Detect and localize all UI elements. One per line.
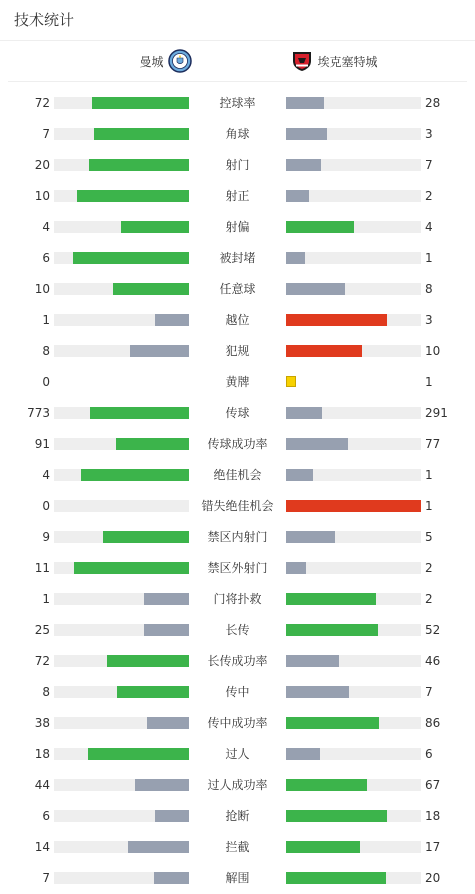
home-bar-track [54, 314, 189, 326]
home-bar-fill [135, 779, 189, 791]
home-bar-fill [117, 686, 189, 698]
stat-label: 传球 [225, 406, 250, 420]
home-value: 38 [34, 716, 50, 730]
home-value: 7 [42, 871, 50, 885]
away-bar-fill [286, 345, 362, 357]
home-bar-track [54, 128, 189, 140]
away-value: 67 [425, 778, 441, 792]
away-bar-track [286, 252, 421, 264]
home-bar-fill [90, 407, 189, 419]
stat-row [0, 181, 475, 212]
stat-row [0, 88, 475, 119]
home-bar-track [54, 686, 189, 698]
home-bar-fill [155, 314, 189, 326]
home-bar-fill [144, 624, 189, 636]
home-bar-fill [130, 345, 189, 357]
home-bar-fill [107, 655, 189, 667]
home-bar-fill [128, 841, 189, 853]
stat-row [0, 677, 475, 708]
home-value: 6 [42, 809, 50, 823]
home-bar-fill [121, 221, 189, 233]
home-bar-fill [103, 531, 189, 543]
away-bar-fill [286, 252, 305, 264]
home-bar-track [54, 469, 189, 481]
stat-row [0, 801, 475, 832]
stat-label: 门将扑救 [213, 592, 262, 606]
stat-label: 射门 [225, 158, 250, 172]
home-value: 0 [42, 499, 50, 513]
away-bar-track [286, 872, 421, 884]
away-bar-track [286, 686, 421, 698]
stat-row [0, 305, 475, 336]
stat-label: 射偏 [225, 220, 250, 234]
home-bar-fill [74, 562, 189, 574]
stat-row [0, 863, 475, 894]
stat-row [0, 708, 475, 739]
stat-row [0, 243, 475, 274]
home-bar-track [54, 438, 189, 450]
home-value: 4 [42, 220, 50, 234]
away-bar-track [286, 531, 421, 543]
away-bar-track [286, 562, 421, 574]
home-team-name: 曼城 [139, 54, 164, 69]
stat-row [0, 398, 475, 429]
away-bar-fill [286, 221, 354, 233]
away-bar-track [286, 593, 421, 605]
away-bar-fill [286, 717, 379, 729]
home-value: 9 [42, 530, 50, 544]
home-bar-track [54, 810, 189, 822]
away-value: 18 [425, 809, 441, 823]
away-bar-fill [286, 779, 367, 791]
home-value: 7 [42, 127, 50, 141]
stat-row [0, 770, 475, 801]
away-bar-fill [286, 190, 309, 202]
away-bar-track [286, 128, 421, 140]
away-bar-fill [286, 593, 376, 605]
home-bar-fill [73, 252, 189, 264]
away-bar-track [286, 779, 421, 791]
stat-row [0, 646, 475, 677]
home-bar-fill [89, 159, 189, 171]
home-value: 773 [27, 406, 50, 420]
away-bar-fill [286, 531, 335, 543]
home-bar-fill [77, 190, 189, 202]
home-bar-track [54, 655, 189, 667]
away-bar-track [286, 810, 421, 822]
stat-label: 任意球 [219, 282, 256, 296]
home-bar-track [54, 345, 189, 357]
stat-label: 长传成功率 [207, 654, 268, 668]
home-value: 1 [42, 313, 50, 327]
home-bar-track [54, 407, 189, 419]
away-value: 3 [425, 313, 433, 327]
away-value: 1 [425, 468, 433, 482]
stat-label: 越位 [225, 313, 250, 327]
away-bar-track [286, 407, 421, 419]
stat-row [0, 739, 475, 770]
teams-header [8, 41, 467, 82]
stat-label: 黄牌 [225, 375, 250, 389]
stat-label: 错失绝佳机会 [201, 499, 274, 513]
home-bar-fill [81, 469, 189, 481]
away-bar-track [286, 469, 421, 481]
home-bar-fill [144, 593, 189, 605]
home-value: 10 [34, 189, 50, 203]
home-value: 6 [42, 251, 50, 265]
away-team-name: 埃克塞特城 [317, 54, 378, 69]
away-bar-track [286, 159, 421, 171]
stat-label: 控球率 [219, 96, 256, 110]
home-value: 25 [34, 623, 50, 637]
stat-label: 解围 [225, 871, 250, 885]
home-bar-fill [94, 128, 189, 140]
away-value: 4 [425, 220, 433, 234]
home-bar-track [54, 872, 189, 884]
stat-label: 禁区外射门 [207, 561, 268, 575]
home-value: 91 [34, 437, 50, 451]
stat-row [0, 522, 475, 553]
home-value: 72 [34, 654, 50, 668]
page-title: 技术统计 [0, 0, 475, 41]
away-bar-track [286, 500, 421, 512]
home-value: 20 [34, 158, 50, 172]
stat-row [0, 119, 475, 150]
stat-row [0, 336, 475, 367]
home-bar-track [54, 562, 189, 574]
home-bar-fill [88, 748, 189, 760]
away-bar-track [286, 221, 421, 233]
home-bar-track [54, 841, 189, 853]
away-value: 3 [425, 127, 433, 141]
home-bar-fill [92, 97, 189, 109]
stat-label: 犯规 [225, 344, 250, 358]
away-bar-track [286, 438, 421, 450]
away-value: 86 [425, 716, 441, 730]
stat-row [0, 832, 475, 863]
home-value: 8 [42, 344, 50, 358]
away-value: 1 [425, 375, 433, 389]
away-value: 17 [425, 840, 441, 854]
stat-label: 传中成功率 [207, 716, 268, 730]
away-team-crest-icon [290, 49, 314, 73]
home-bar-fill [147, 717, 189, 729]
away-bar-fill [286, 469, 313, 481]
stat-row [0, 615, 475, 646]
away-bar-track [286, 655, 421, 667]
stat-label: 过人成功率 [207, 778, 268, 792]
away-bar-fill [286, 97, 324, 109]
home-bar-track [54, 593, 189, 605]
stat-label: 禁区内射门 [207, 530, 268, 544]
stat-label: 抢断 [225, 809, 250, 823]
away-bar-track [286, 314, 421, 326]
stat-label: 拦截 [225, 840, 250, 854]
away-value: 6 [425, 747, 433, 761]
home-team-crest-icon [168, 49, 192, 73]
away-value: 2 [425, 561, 433, 575]
stat-label: 长传 [225, 623, 250, 637]
yellow-card-icon [286, 376, 296, 387]
stat-label: 射正 [225, 189, 250, 203]
home-value: 18 [34, 747, 50, 761]
home-bar-track [54, 531, 189, 543]
stat-label: 传球成功率 [207, 437, 268, 451]
away-value: 7 [425, 685, 433, 699]
home-bar-fill [116, 438, 189, 450]
stat-row [0, 367, 475, 398]
away-bar-track [286, 97, 421, 109]
home-bar-track [54, 97, 189, 109]
away-value: 1 [425, 499, 433, 513]
away-bar-fill [286, 438, 348, 450]
stat-label: 被封堵 [219, 251, 256, 265]
stat-row [0, 460, 475, 491]
stat-row [0, 212, 475, 243]
away-value: 10 [425, 344, 441, 358]
home-bar-track [54, 159, 189, 171]
home-value: 4 [42, 468, 50, 482]
home-value: 14 [34, 840, 50, 854]
away-team[interactable] [290, 41, 378, 81]
away-bar-fill [286, 283, 345, 295]
away-bar-track [286, 717, 421, 729]
home-bar-track [54, 779, 189, 791]
away-bar-fill [286, 128, 327, 140]
away-value: 291 [425, 406, 448, 420]
away-value: 1 [425, 251, 433, 265]
away-bar-fill [286, 748, 320, 760]
home-value: 0 [42, 375, 50, 389]
away-value: 2 [425, 592, 433, 606]
away-bar-fill [286, 841, 360, 853]
stat-label: 传中 [225, 685, 250, 699]
home-bar-track [54, 221, 189, 233]
away-value: 5 [425, 530, 433, 544]
home-bar-track [54, 252, 189, 264]
stat-row [0, 429, 475, 460]
stat-row [0, 491, 475, 522]
away-bar-track [286, 345, 421, 357]
home-value: 11 [34, 561, 50, 575]
away-bar-fill [286, 159, 321, 171]
stat-label: 绝佳机会 [213, 468, 262, 482]
away-bar-track [286, 841, 421, 853]
home-value: 44 [34, 778, 50, 792]
away-value: 28 [425, 96, 441, 110]
home-bar-track [54, 717, 189, 729]
away-bar-track [286, 190, 421, 202]
stat-row [0, 584, 475, 615]
away-bar-track [286, 624, 421, 636]
away-bar-fill [286, 500, 421, 512]
home-bar-track [54, 190, 189, 202]
away-value: 77 [425, 437, 441, 451]
home-bar-fill [155, 810, 189, 822]
away-bar-fill [286, 686, 349, 698]
home-bar-track [54, 748, 189, 760]
stat-row [0, 150, 475, 181]
away-value: 8 [425, 282, 433, 296]
away-bar-fill [286, 624, 378, 636]
stat-row [0, 274, 475, 305]
home-bar-fill [154, 872, 189, 884]
home-value: 72 [34, 96, 50, 110]
home-bar-track [54, 500, 189, 512]
home-value: 1 [42, 592, 50, 606]
away-bar-fill [286, 872, 386, 884]
away-bar-fill [286, 314, 387, 326]
away-bar-fill [286, 655, 339, 667]
home-value: 8 [42, 685, 50, 699]
away-bar-fill [286, 810, 387, 822]
home-bar-track [54, 283, 189, 295]
stat-label: 角球 [225, 127, 250, 141]
away-value: 20 [425, 871, 441, 885]
away-bar-fill [286, 407, 322, 419]
away-bar-track [286, 748, 421, 760]
away-value: 46 [425, 654, 441, 668]
home-bar-fill [113, 283, 189, 295]
away-bar-fill [286, 562, 306, 574]
home-bar-track [54, 624, 189, 636]
home-value: 10 [34, 282, 50, 296]
stat-row [0, 553, 475, 584]
stat-label: 过人 [225, 747, 250, 761]
away-value: 2 [425, 189, 433, 203]
home-team[interactable] [139, 41, 191, 81]
away-value: 7 [425, 158, 433, 172]
away-bar-track [286, 283, 421, 295]
away-value: 52 [425, 623, 441, 637]
